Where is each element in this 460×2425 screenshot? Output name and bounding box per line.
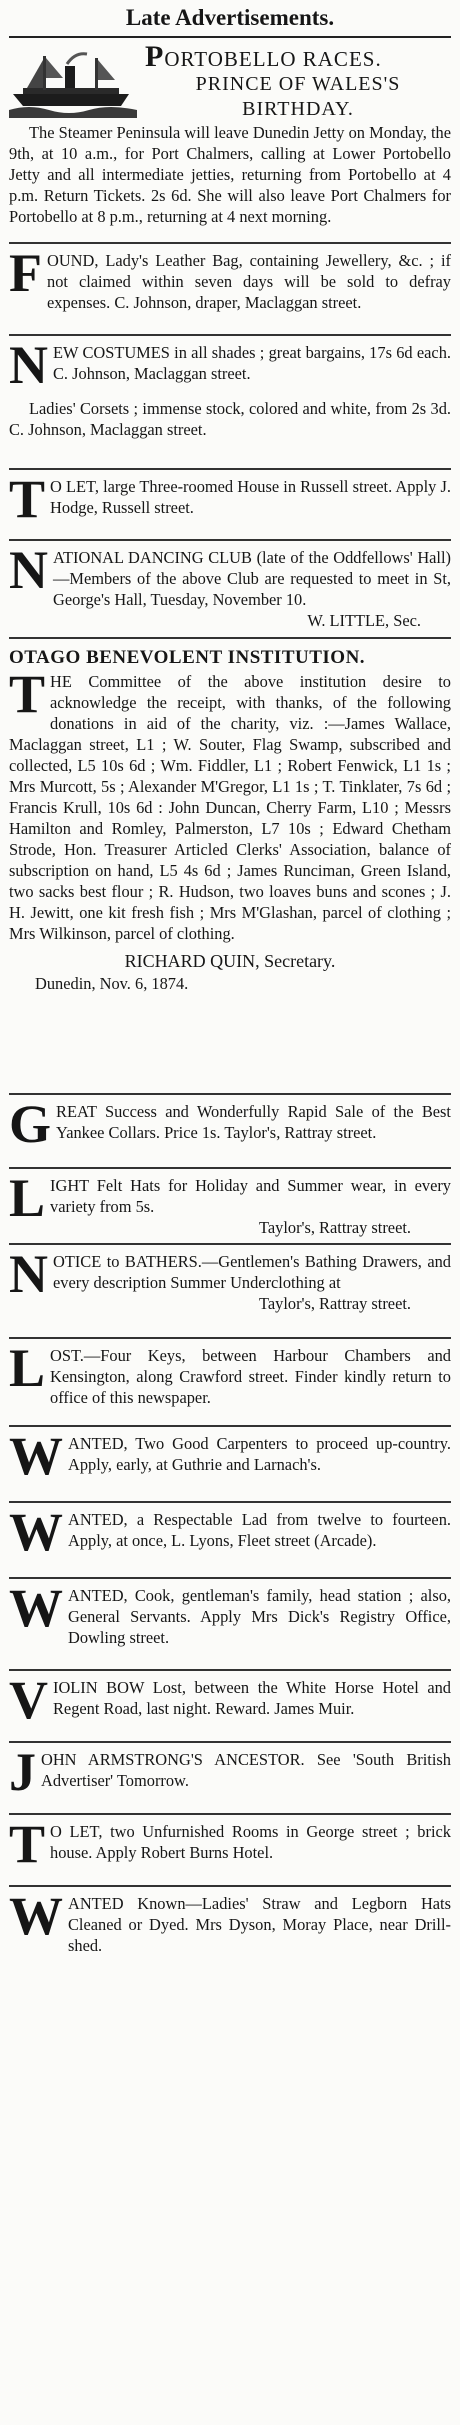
felt-hats-body: IGHT Felt Hats for Holiday and Summer wear, in every variety from 5s. (50, 1176, 451, 1216)
ad-portobello-races (9, 38, 451, 244)
drop-cap: V (9, 1670, 48, 1730)
ad-violin-bow (9, 1671, 451, 1743)
ad-to-let-house (9, 470, 451, 541)
ad-to-let-rooms (9, 1815, 451, 1887)
steamship-icon (9, 48, 137, 118)
drop-cap: W (9, 1578, 63, 1638)
bathers-signature: Taylor's, Rattray street. (258, 1294, 411, 1313)
drop-cap: W (9, 1886, 63, 1946)
cook-body: ANTED, Cook, gentleman's family, head station ; also, General Servants. Apply Mrs Dick's Registry Office, Dowling street. (68, 1586, 451, 1647)
lad-body: ANTED, a Respectable Lad from twelve to fourteen. Apply, at once, L. Lyons, Fleet street (Arcade). (68, 1510, 451, 1550)
drop-cap: T (9, 469, 46, 529)
benevolent-date: Dunedin, Nov. 6, 1874. (35, 974, 189, 993)
straw-hats-body: ANTED Known—Ladies' Straw and Legborn Hats Cleaned or Dyed. Mrs Dyson, Moray Place, near Drill-shed. (68, 1894, 451, 1955)
ad-wanted-carpenters (9, 1427, 451, 1503)
drop-cap: W (9, 1426, 63, 1486)
ad-yankee-collars (9, 1095, 451, 1169)
ad-armstrong-ancestor (9, 1743, 451, 1815)
portobello-body: The Steamer Peninsula will leave Dunedin Jetty on Monday, the 9th, at 10 a.m., for Port Chalmers, calling at Lower Portobello Jetty and all intermediate jetties, returning from Portobello at 4 p.m. Return Tickets. 2s 6d. She will also leave Port Chalmers for Portobello at 8 p.m., returning at 4 next morning. (9, 123, 451, 226)
carpenters-body: ANTED, Two Good Carpenters to proceed up-country. Apply, early, at Guthrie and Larnach's. (68, 1434, 451, 1474)
to-let-body: O LET, large Three-roomed House in Russell street. Apply J. Hodge, Russell street. (50, 477, 451, 517)
drop-cap: W (9, 1502, 63, 1562)
portobello-title: PORTOBELLO RACES. (145, 40, 382, 73)
bathers-body: OTICE to BATHERS.—Gentlemen's Bathing Drawers, and every description Summer Underclothing at (53, 1252, 451, 1292)
ad-wanted-lad (9, 1503, 451, 1579)
felt-hats-signature: Taylor's, Rattray street. (258, 1218, 411, 1237)
drop-cap: N (9, 335, 48, 395)
drop-cap: T (9, 664, 46, 724)
ad-found-bag (9, 244, 451, 336)
drop-cap: J (9, 1742, 36, 1802)
ad-wanted-cook (9, 1579, 451, 1671)
drop-cap: G (9, 1094, 52, 1154)
ad-felt-hats (9, 1169, 451, 1245)
benevolent-body: HE Committee of the above institution desire to acknowledge the receipt, with thanks, of the following donations in aid of the charity, viz. :—James Wallace, Maclaggan street, L1 ; W. Souter, Flag Swamp, subscribed and collected, L5 10s 6d ; Wm. Fiddler, L1 ; Robert Fenwick, L1 1s ; Mrs Murcott, 5s ; Alexander M'Gregor, L1 1s ; T. Tinklater, 7s 6d ; Francis Krull, 10s 6d : John Duncan, Cherry Farm, L10 ; Messrs Hamilton and Romley, Palmerston, L7 10s ; Edward Chetham Strode, Hon. Treasurer Articled Clerks' Association, balance of subscription on hand, L5 4s 6d ; James Runciman, Green Island, two sacks best flour ; R. Hudson, two loaves buns and scones ; J. H. Jewitt, one kit fresh fish ; Mrs M'Glashan, parcel of clothing ; Mrs Wilkinson, parcel of clothing. (9, 672, 451, 943)
page-heading: Late Advertisements. (9, 0, 451, 38)
corsets-body: Ladies' Corsets ; immense stock, colored and white, from 2s 3d. C. Johnson, Maclaggan street. (9, 399, 451, 439)
drop-cap: L (9, 1168, 46, 1228)
drop-cap: F (9, 243, 42, 303)
to-let-rooms-body: O LET, two Unfurnished Rooms in George street ; brick house. Apply Robert Burns Hotel. (50, 1822, 451, 1862)
ad-lost-keys (9, 1339, 451, 1427)
ad-dancing-club (9, 541, 451, 639)
armstrong-body: OHN ARMSTRONG'S ANCESTOR. See 'South British Advertiser' Tomorrow. (41, 1750, 451, 1790)
lost-keys-body: OST.—Four Keys, between Harbour Chambers and Kensington, along Crawford street. Finder kindly return to office of this newspaper. (50, 1346, 451, 1407)
ad-straw-hats (9, 1887, 451, 1957)
collars-body: REAT Success and Wonderfully Rapid Sale of the Best Yankee Collars. Price 1s. Taylor's, Rattray street. (56, 1102, 451, 1142)
dancing-body: ATIONAL DANCING CLUB (late of the Oddfellows' Hall) —Members of the above Club are requested to meet in St, George's Hall, Tuesday, November 10. (53, 548, 451, 609)
violin-body: IOLIN BOW Lost, between the White Horse Hotel and Regent Road, last night. Reward. James Muir. (53, 1678, 451, 1718)
drop-cap: N (9, 540, 48, 600)
drop-cap: N (9, 1244, 48, 1304)
ad-notice-bathers (9, 1245, 451, 1339)
benevolent-title: OTAGO BENEVOLENT INSTITUTION. (9, 647, 366, 668)
portobello-subtitle: PRINCE OF WALES'S BIRTHDAY. (195, 73, 401, 120)
dancing-signature: W. LITTLE, Sec. (307, 611, 421, 630)
drop-cap: T (9, 1814, 46, 1874)
costumes-body: EW COSTUMES in all shades ; great bargains, 17s 6d each. C. Johnson, Maclaggan street. (53, 343, 451, 383)
benevolent-signature: RICHARD QUIN, Secretary. (124, 951, 336, 971)
drop-cap: L (9, 1338, 46, 1398)
ad-new-costumes (9, 336, 451, 470)
ad-benevolent-institution (9, 639, 451, 1095)
found-body: OUND, Lady's Leather Bag, containing Jewellery, &c. ; if not claimed within seven days will be sold to defray expenses. C. Johnson, draper, Maclaggan street. (47, 251, 451, 312)
